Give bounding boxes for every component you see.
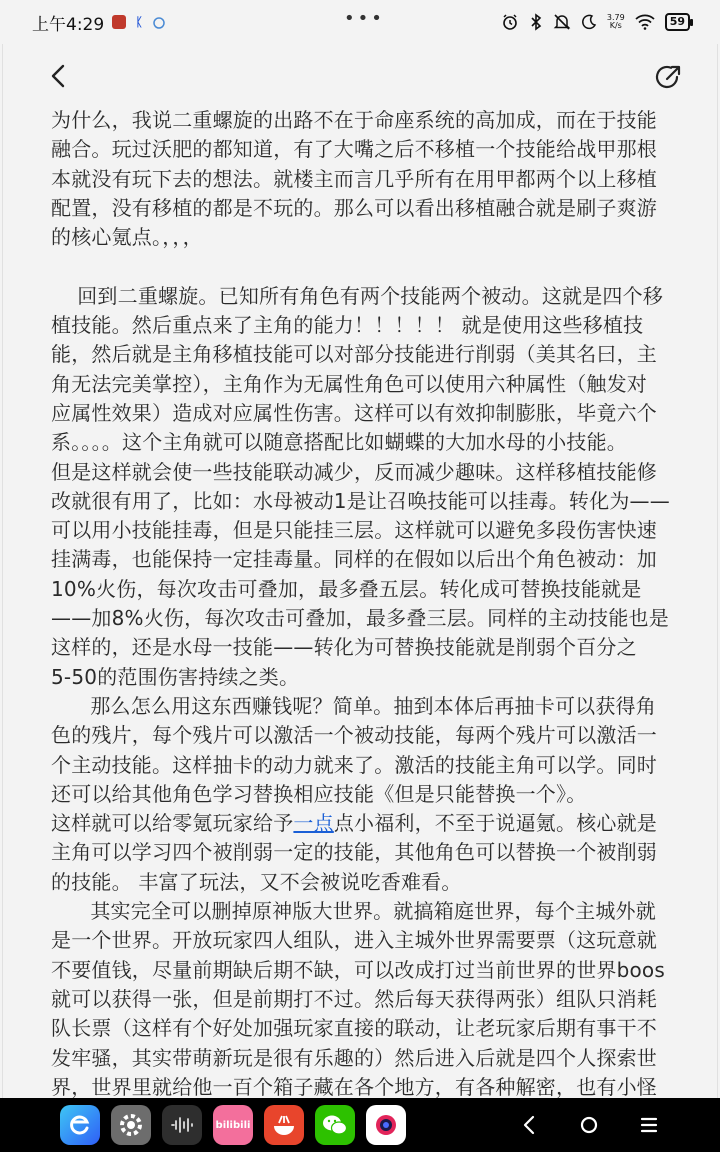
paragraph-1 — [51, 106, 669, 252]
navigation-bar — [0, 1098, 720, 1152]
text-line: 主角可以学习四个被削弱一定的技能，其他角色可以替换一个被削弱 — [51, 840, 657, 865]
nav-back-icon — [522, 1115, 536, 1135]
nav-back-button[interactable] — [518, 1114, 540, 1136]
text-line: 这样的，还是水母一技能——转化为可替换技能就是削弱个百分之 — [51, 635, 637, 660]
nav-home-button[interactable] — [578, 1114, 600, 1136]
text-line: ——加8%火伤，每次攻击可叠加，最多叠三层。同样的主动技能也是 — [51, 606, 669, 631]
paragraph-5 — [51, 897, 669, 1098]
text-line: 其实完全可以删掉原神版大世界。就搞箱庭世界，每个主城外就 — [51, 899, 656, 924]
browser-app-icon[interactable] — [60, 1105, 100, 1145]
nav-home-icon — [579, 1115, 599, 1135]
text-line: 能，然后就是主角移植技能可以对部分技能进行削弱（美其名曰，主 — [51, 342, 657, 367]
status-indicators — [501, 13, 690, 31]
settings-app-icon[interactable] — [111, 1105, 151, 1145]
text-line: 但是这样就会使一些技能联动减少，反而减少趣味。这样移植技能修 — [51, 459, 657, 484]
paragraph-3 — [51, 692, 669, 809]
status-app-icons — [112, 15, 166, 29]
text-line: 配置，没有移植的都是不玩的。那么可以看出移植融合就是刷子爽游 — [51, 195, 657, 220]
nav-menu-icon — [640, 1116, 658, 1134]
text-line: 角无法完美掌控），主角作为无属性角色可以使用六种属性（触发对 — [51, 371, 647, 396]
wifi-icon — [635, 14, 655, 30]
article-body — [3, 106, 717, 1098]
text-line: 5-50的范围伤害持续之类。 — [51, 664, 300, 689]
food-app-icon[interactable] — [264, 1105, 304, 1145]
text-line: 那么怎么用这东西赚钱呢？简单。抽到本体后再抽卡可以获得角 — [51, 693, 656, 718]
text-line: 这样就可以给零氪玩家给予 — [51, 811, 294, 836]
nav-recents-button[interactable] — [638, 1114, 660, 1136]
text-line: 就可以获得一张，但是前期打不过。然后每天获得两张）组队只消耗 — [51, 986, 657, 1011]
notification-k-icon: ᛕ — [135, 15, 143, 29]
paragraph-4 — [51, 809, 669, 897]
bluetooth-icon — [529, 13, 543, 31]
text-line: 是一个世界。开放玩家四人组队，进入主城外世界需要票（这玩意就 — [51, 928, 657, 953]
status-time: 上午4:29 — [32, 14, 105, 35]
text-line: 的核心氪点。，，， — [51, 225, 203, 250]
network-speed-unit: K/s — [609, 21, 622, 30]
share-button[interactable] — [653, 62, 683, 92]
network-speed-value: 3.79 — [606, 13, 625, 22]
text-line: 发牢骚，其实带萌新玩是很有乐趣的）然后进入后就是四个人探索世 — [51, 1045, 657, 1070]
mute-icon — [553, 13, 571, 31]
text-line: 个主动技能。这样抽卡的动力就来了。激活的技能主角可以学。同时 — [51, 752, 657, 777]
text-line: 还可以给其他角色学习替换相应技能《但是只能替换一个》。 — [51, 781, 587, 806]
paragraph-2 — [51, 252, 669, 691]
top-bar — [3, 44, 717, 106]
bilibili-app-icon[interactable]: bilibili — [213, 1105, 253, 1145]
text-line: 可以用小技能挂毒，但是只能挂三层。这样就可以避免多段伤害快速 — [51, 518, 657, 543]
text-line: 队长票（这样有个好处加强玩家直接的联动，让老玩家后期有事干不 — [51, 1016, 657, 1041]
camera-app-icon[interactable] — [366, 1105, 406, 1145]
text-line: 融合。玩过沃肥的都知道，有了大嘴之后不移植一个技能给战甲那根 — [51, 137, 657, 162]
network-speed — [607, 14, 625, 30]
app-dock — [60, 1105, 406, 1145]
system-nav-buttons — [518, 1114, 660, 1136]
inline-link[interactable]: 一点 — [293, 811, 334, 836]
text-line: 的技能。 丰富了玩法，又不会被说吃香难看。 — [51, 869, 462, 894]
text-line: 10%火伤，每次攻击可叠加，最多叠五层。转化成可替换技能就是 — [51, 576, 642, 601]
text-line: 界，世界里就给他一百个箱子藏在各个地方，有各种解密，也有小怪 — [51, 1074, 657, 1098]
chevron-left-icon — [45, 60, 75, 92]
article-page — [2, 44, 718, 1098]
text-line: 为什么，我说二重螺旋的出路不在于命座系统的高加成，而在于技能 — [51, 108, 657, 132]
text-line: 植技能。然后重点来了主角的能力！！！！！ 就是使用这些移植技 — [51, 313, 644, 338]
text-line: 不要值钱，尽量前期缺后期不缺，可以改成打过当前世界的世界boos — [51, 957, 665, 982]
dnd-moon-icon — [581, 14, 597, 30]
text-line: 点小福利，不至于说逼氪。核心就是 — [333, 811, 658, 836]
text-line: 色的残片，每个残片可以激活一个被动技能，每两个残片可以激活一 — [51, 723, 657, 748]
battery-icon: 59 — [665, 13, 690, 31]
text-line: 系。。。。这个主角就可以随意搭配比如蝴蝶的大加水母的小技能。 — [51, 430, 627, 455]
status-bar — [0, 0, 720, 44]
back-button[interactable] — [45, 60, 75, 92]
share-icon — [653, 62, 683, 92]
text-line: 改就很有用了，比如：水母被动1是让召唤技能可以挂毒。转化为—— — [51, 488, 670, 513]
alarm-icon — [501, 13, 519, 31]
notification-app-icon — [112, 15, 126, 29]
text-line: 应属性效果）造成对应属性伤害。这样可以有效抑制膨胀，毕竟六个 — [51, 400, 657, 425]
text-line: 挂满毒，也能保持一定挂毒量。同样的在假如以后出个角色被动：加 — [51, 547, 657, 572]
text-line: 本就没有玩下去的想法。就楼主而言几乎所有在用甲都两个以上移植 — [51, 166, 657, 191]
wechat-app-icon[interactable] — [315, 1105, 355, 1145]
text-line: 回到二重螺旋。已知所有角色有两个技能两个被动。这就是四个移 — [51, 283, 664, 308]
menu-dots-indicator: ••• — [344, 8, 385, 29]
recorder-app-icon[interactable] — [162, 1105, 202, 1145]
notification-cloud-icon — [152, 15, 166, 29]
